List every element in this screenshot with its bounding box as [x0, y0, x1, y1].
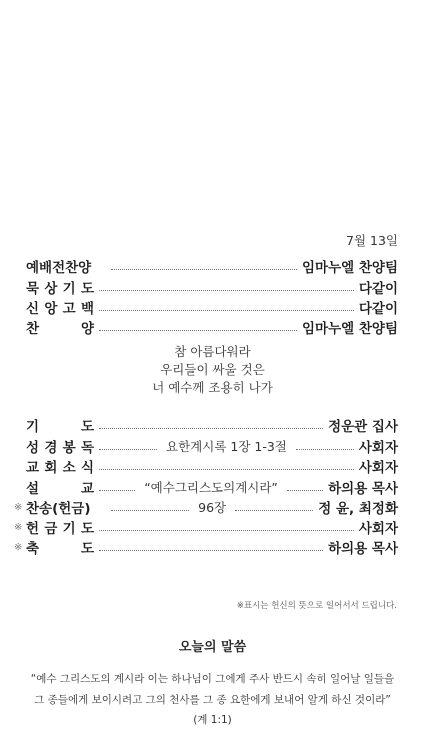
todays-word-title: 오늘의 말씀	[178, 640, 247, 655]
dotted-leader	[235, 510, 313, 511]
order-person: 사회자	[358, 521, 398, 537]
dotted-leader	[99, 310, 354, 311]
order-row	[14, 537, 398, 557]
dotted-leader	[111, 269, 297, 270]
dotted-leader	[111, 510, 189, 511]
order-label: 기 도	[26, 419, 94, 435]
order-person: 정 윤, 최정화	[318, 501, 398, 517]
dotted-leader	[99, 530, 354, 531]
dotted-leader	[296, 449, 354, 450]
order-label: 축 도	[26, 541, 94, 557]
order-row	[14, 456, 398, 476]
standing-mark: ※	[14, 501, 23, 513]
order-person: 사회자	[358, 460, 398, 476]
hymn-line: 참 아름다워라	[174, 344, 251, 359]
order-detail: 요한계시록 1장 1-3절	[166, 439, 287, 454]
bulletin-date: 7월 13일	[346, 233, 398, 248]
hymn-line: 우리들이 싸울 것은	[160, 362, 265, 377]
hymn-line: 너 예수께 조용히 나가	[152, 380, 273, 395]
dotted-leader	[287, 490, 323, 491]
dotted-leader	[99, 490, 135, 491]
verse-line: “예수 그리스도의 계시라 이는 하나님이 그에게 주사 반드시 속히 일어날 일들을	[30, 673, 395, 685]
order-person: 사회자	[358, 440, 398, 456]
dotted-leader	[99, 449, 157, 450]
order-label: 설 교	[26, 481, 94, 497]
order-detail: 96장	[198, 500, 227, 515]
standing-note: ※표시는 헌신의 뜻으로 일어서서 드립니다.	[236, 601, 397, 611]
dotted-leader	[99, 550, 323, 551]
order-person: 다같이	[358, 281, 398, 297]
order-label: 헌 금 기 도	[26, 521, 94, 537]
order-person: 하의용 목사	[328, 481, 399, 497]
order-row	[14, 497, 398, 517]
order-row	[14, 297, 398, 317]
order-person: 정운관 집사	[328, 419, 398, 435]
order-row	[14, 317, 398, 337]
order-label: 묵 상 기 도	[26, 281, 94, 297]
order-person: 다같이	[358, 301, 398, 317]
order-row	[14, 277, 398, 297]
order-row	[14, 477, 398, 497]
dotted-leader	[99, 428, 323, 429]
verse-line: (계 1:1)	[193, 714, 232, 726]
order-label: 찬송(헌금)	[26, 501, 91, 517]
order-person: 하의용 목사	[328, 541, 398, 557]
order-label: 예배전찬양	[26, 260, 92, 276]
dotted-leader	[99, 469, 354, 470]
dotted-leader	[99, 330, 297, 331]
order-row	[14, 436, 398, 456]
order-label: 성 경 봉 독	[26, 440, 94, 456]
dotted-leader	[99, 290, 354, 291]
order-label: 교 회 소 식	[26, 460, 94, 476]
order-person: 임마누엘 찬양팀	[302, 260, 398, 276]
order-row	[14, 415, 398, 435]
standing-mark: ※	[14, 521, 23, 533]
order-detail: “예수그리스도의계시라”	[144, 480, 278, 495]
order-row	[14, 517, 398, 537]
order-row	[14, 256, 398, 276]
order-label: 신 앙 고 백	[26, 301, 94, 317]
verse-line: 그 종들에게 보이시려고 그의 천사를 그 종 요한에게 보내어 알게 하신 것이라”	[34, 694, 391, 706]
standing-mark: ※	[14, 541, 23, 553]
order-person: 임마누엘 찬양팀	[302, 321, 398, 337]
order-label: 찬 양	[26, 321, 94, 337]
